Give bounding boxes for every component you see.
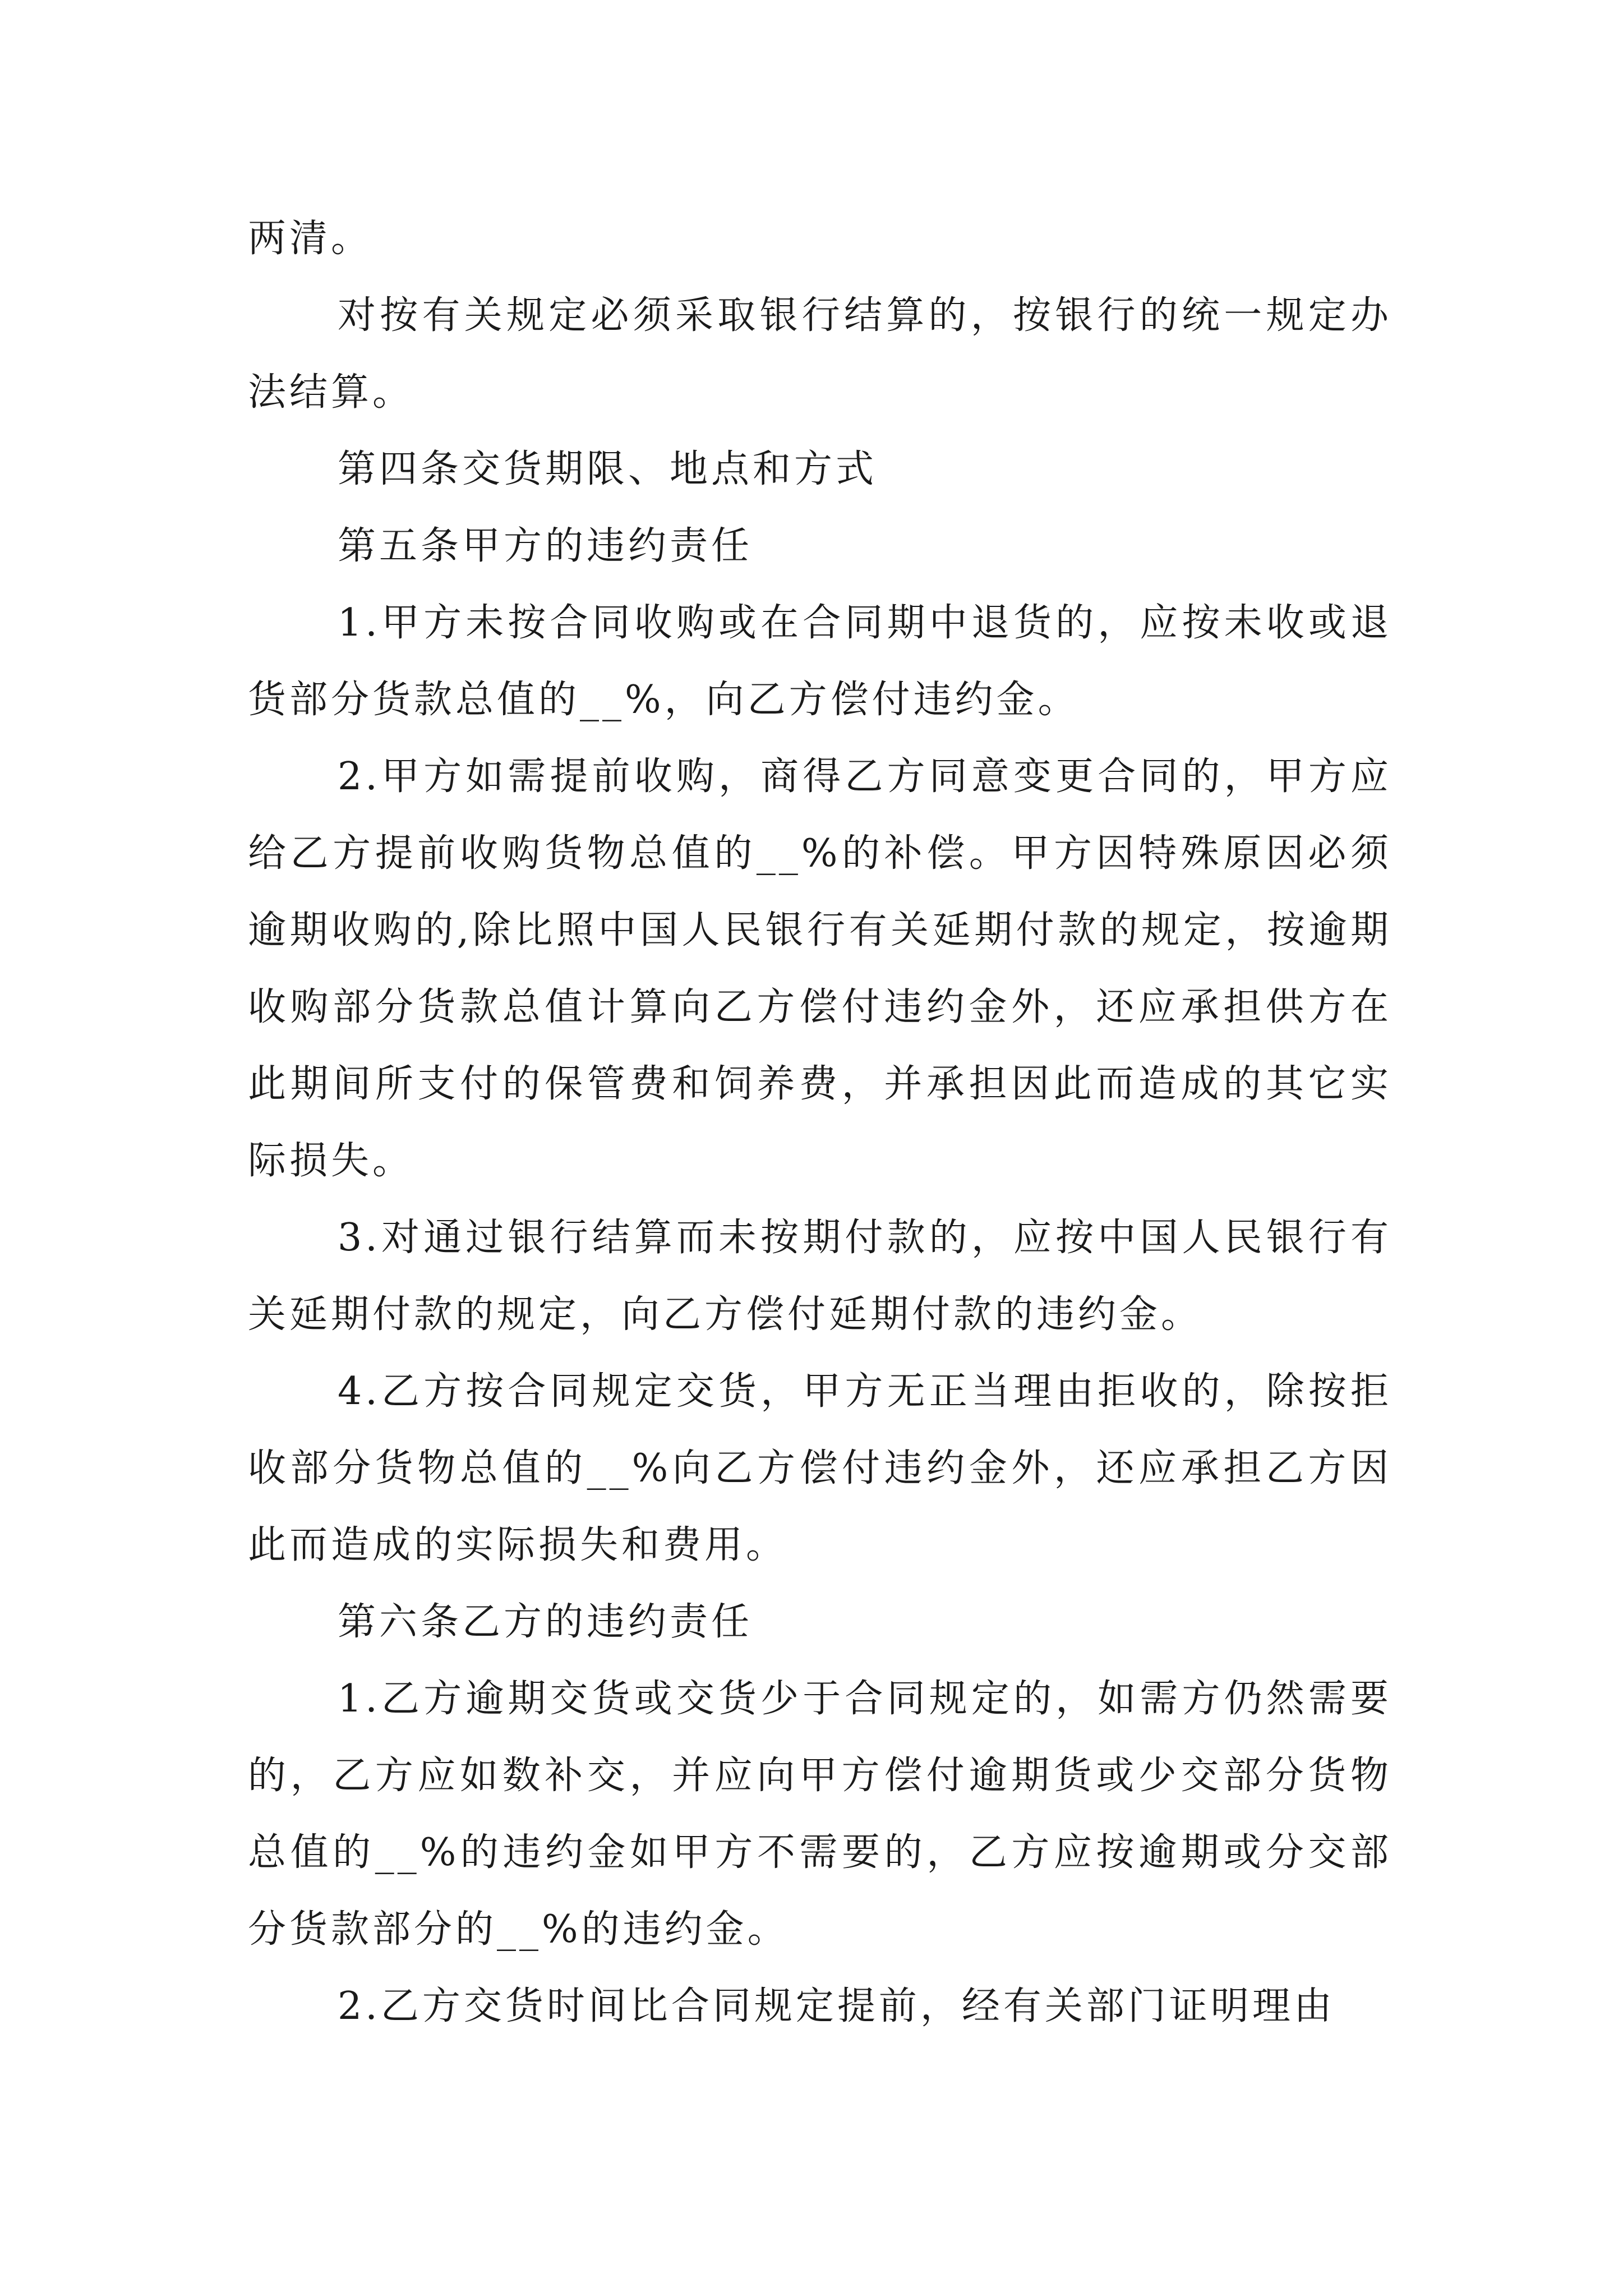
article-5-heading: 第五条甲方的违约责任 <box>338 524 753 568</box>
article-5-clause-1: 1.甲方未按合同收购或在合同期中退货的，应按未收或退货部分货款总值的__%，向乙方偿付违约金。 <box>248 601 1392 722</box>
article-4-heading: 第四条交货期限、地点和方式 <box>338 447 878 491</box>
article-5-clause-3: 3.对通过银行结算而未按期付款的，应按中国人民银行有关延期付款的规定，向乙方偿付延期付款的违约金。 <box>248 1216 1392 1337</box>
article-6-heading: 第六条乙方的违约责任 <box>338 1600 753 1644</box>
article-5-clause-4: 4.乙方按合同规定交货，甲方无正当理由拒收的，除按拒收部分货物总值的__%向乙方偿付违约金外，还应承担乙方因此而造成的实际损失和费用。 <box>248 1369 1392 1567</box>
article-6-clause-1: 1.乙方逾期交货或交货少于合同规定的，如需方仍然需要的，乙方应如数补交，并应向甲方偿付逾期货或少交部分货物总值的__%的违约金如甲方不需要的，乙方应按逾期或分交部分货款部分的__%的违约金。 <box>248 1677 1392 1952</box>
article-6-clause-2: 2.乙方交货时间比合同规定提前，经有关部门证明理由 <box>338 1984 1335 2028</box>
document-body <box>248 200 1392 2045</box>
article-5-clause-2: 2.甲方如需提前收购，商得乙方同意变更合同的，甲方应给乙方提前收购货物总值的__%的补偿。甲方因特殊原因必须逾期收购的,除比照中国人民银行有关延期付款的规定，按逾期收购部分货款总值计算向乙方偿付违约金外，还应承担供方在此期间所支付的保管费和饲养费，并承担因此而造成的其它实际损失。 <box>248 754 1392 1183</box>
paragraph-bank-settlement: 对按有关规定必须采取银行结算的，按银行的统一规定办法结算。 <box>248 293 1392 415</box>
paragraph-continuation: 两清。 <box>248 217 373 261</box>
